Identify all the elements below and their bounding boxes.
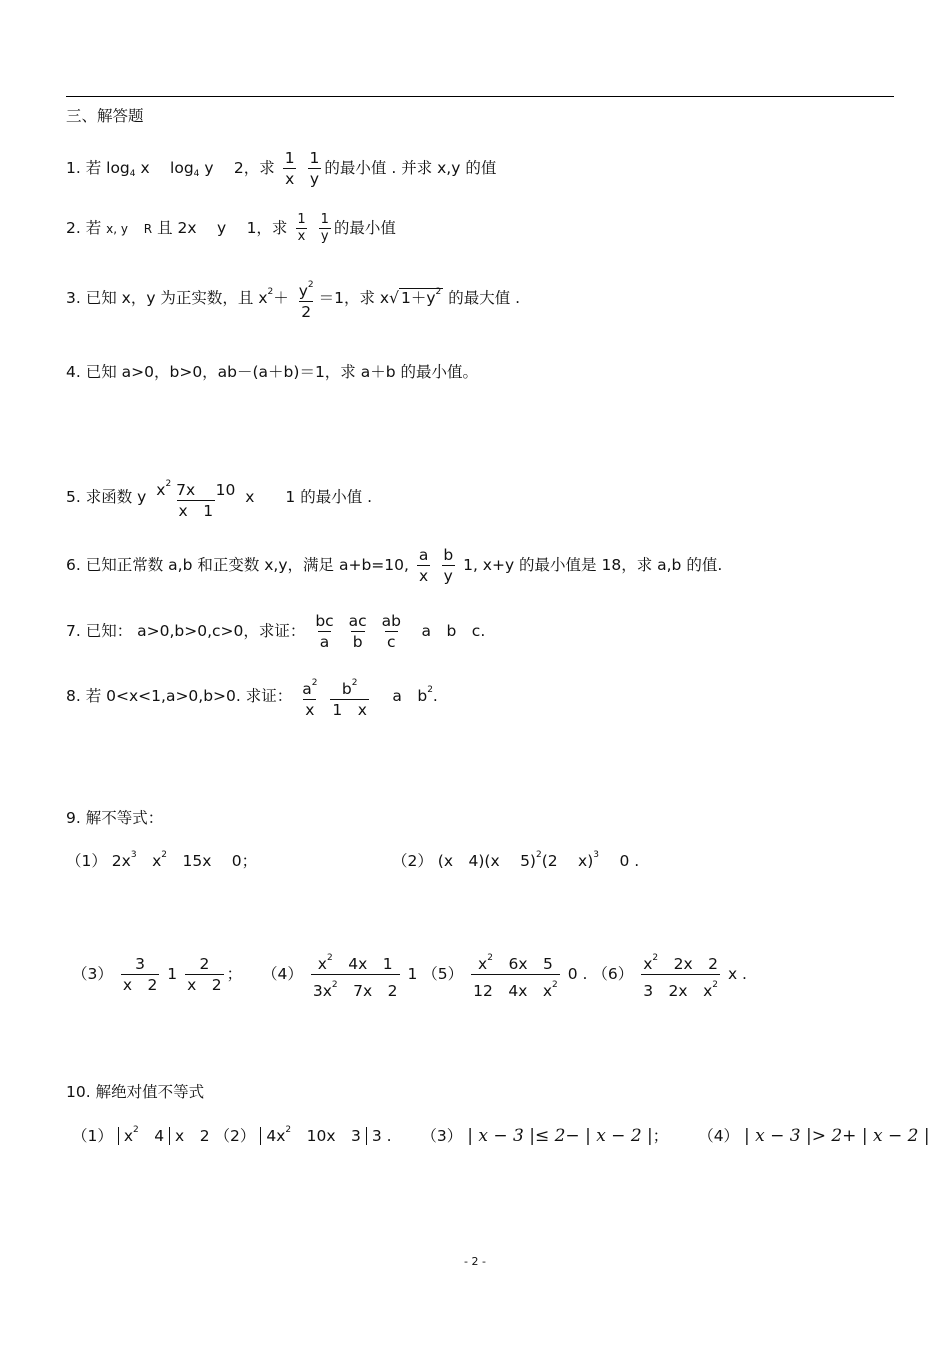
question-7: 7. 已知： a>0,b>0,c>0，求证： $\frac{bc}{a}$ $\frac{ac}{b}$ $\frac{ab}{c}$ a b c. (66, 612, 486, 651)
question-9-part-5: （5） $\frac{x^2 6x 5}{12 4x x^2}$ 0 . (422, 965, 592, 983)
fraction-1-over-y: $\frac{1}{y}$ (320, 212, 329, 244)
question-10-part-3: （3） | x − 3 |≤ 2− | x − 2 |； (421, 1126, 669, 1146)
formula-image: | x − 3 |≤ 2− | x − 2 | (467, 1126, 653, 1146)
question-9-part-2: （2） (x 4)(x 5)$^2$(2 x)$^3$ 0 . (392, 850, 640, 870)
question-3: 3. 已知 x，y 为正实数，且 $x^2+$ $\frac{y^2}{2}$ ＝1，求 x√ $1+y^2$ 的最大值 . (66, 275, 520, 322)
question-10-parts (72, 1120, 930, 1146)
question-9-row-2 (72, 948, 747, 1001)
fraction-q9-5: $\frac{x^2 6x 5}{12 4x x^2}$ (473, 953, 558, 1000)
fraction-ab-over-c: $\frac{ab}{c}$ (381, 612, 401, 651)
fraction-3-over-x-minus-2: $\frac{3}{x 2}$ (122, 955, 158, 994)
page-number: - 2 - (464, 1255, 486, 1268)
fraction-q9-6: $\frac{x^2 2x 2}{3 2x x^2}$ (643, 953, 719, 1000)
fraction-b2-over-1-minus-x: $\frac{b^2}{1 x}$ (332, 678, 367, 719)
question-10-part-4: （4） | x − 3 |> 2+ | x − 2 | (698, 1126, 930, 1146)
fraction-1-over-x: $\frac{1}{x}$ (297, 212, 306, 244)
fraction-y2-over-2: $\frac{y^2}{2}$ (298, 280, 314, 321)
fraction-1-over-x: $\frac{1}{x}$ (284, 149, 295, 188)
sqrt-sign: √ (389, 289, 399, 307)
sqrt-radicand: $1+y^2$ (401, 287, 442, 307)
fraction-q9-4: $\frac{x^2 4x 1}{3x^2 7x 2}$ (312, 953, 398, 1000)
fraction-2-over-x-minus-2: $\frac{2}{x 2}$ (187, 955, 222, 994)
absolute-value: $4x^2$ 10x 3 (260, 1127, 367, 1145)
section-title: 三、解答题 (66, 107, 144, 125)
question-4: 4. 已知 a>0，b>0，ab－(a＋b)＝1，求 a＋b 的最小值。 (66, 363, 478, 381)
question-8: 8. 若 0<x<1,a>0,b>0. 求证： $\frac{a^2}{x}$ $\frac{b^2}{1 x}$ a $b^2$. (66, 673, 438, 720)
fraction-q5: $\frac{x^2 7x 10}{x 1}$ (156, 479, 236, 520)
fraction-a2-over-x: $\frac{a^2}{x}$ (302, 678, 318, 719)
question-6: 6. 已知正常数 a,b 和正变数 x,y，满足 a+b=10, $\frac{a}{x}$ $\frac{b}{y}$ 1, x+y 的最小值是 18，求 a,b 的值. (66, 546, 723, 585)
question-1: 1. 若 $\log_4 x$ $\log_4 y$ 2，求 $\frac{1}{x}$ $\frac{1}{y}$ 的最小值 . 并求 x,y 的值 (66, 149, 497, 188)
question-2: 2. 若 x, y R 且 2x y 1，求 $\frac{1}{x}$ $\frac{1}{y}$ 的最小值 (66, 212, 396, 244)
fraction-1-over-y: $\frac{1}{y}$ (309, 149, 320, 188)
question-9-part-1: （1） $2x^3$ $x^2$ 15x 0； (66, 850, 258, 870)
fraction-bc-over-a: $\frac{bc}{a}$ (315, 612, 334, 651)
fraction-ac-over-b: $\frac{ac}{b}$ (348, 612, 367, 651)
fraction-b-over-y: $\frac{b}{y}$ (443, 546, 454, 585)
question-9-part-6: （6） $\frac{x^2 2x 2}{3 2x x^2}$ x . (592, 965, 747, 983)
question-10-title: 10. 解绝对值不等式 (66, 1083, 205, 1101)
absolute-value: $x^2$ 4 (118, 1127, 170, 1145)
fraction-a-over-x: $\frac{a}{x}$ (418, 546, 429, 585)
question-9-title: 9. 解不等式： (66, 809, 164, 827)
header-rule (66, 96, 894, 97)
question-9-part-3: （3） $\frac{3}{x 2}$ 1 $\frac{2}{x 2}$ ； (72, 955, 243, 994)
question-5: 5. 求函数 y $\frac{x^2 7x 10}{x 1}$ x 1 的最小值 . (66, 474, 372, 521)
question-10-part-2: （2） $4x^2$ 10x 3 3 . (214, 1125, 392, 1145)
question-9-part-4: （4） $\frac{x^2 4x 1}{3x^2 7x 2}$ 1 (262, 965, 422, 983)
formula-image: | x − 3 |> 2+ | x − 2 | (744, 1126, 930, 1146)
question-10-part-1: （1） $x^2$ 4 x 2 (72, 1125, 210, 1145)
